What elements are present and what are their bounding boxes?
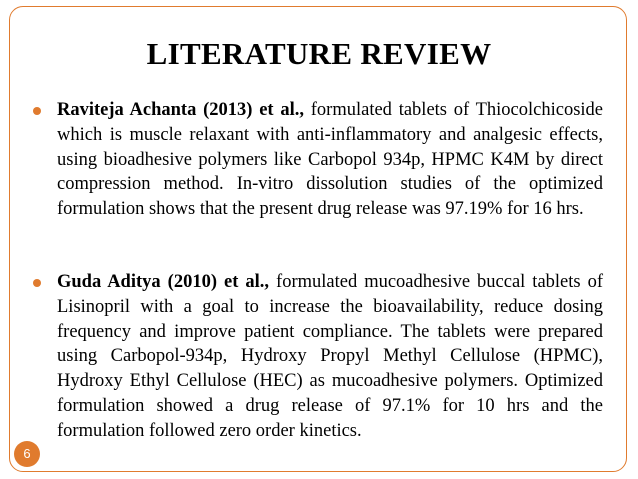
item-body: formulated mucoadhesive buccal tablets of Lisinopril with a goal to increase the bioavailability, reduce dosing frequency and improve patient compliance. The tablets were prepared using Carbopol-934p, Hydroxy Propyl Methyl Cellulose (HPMC), Hydroxy Ethyl Cellulose (HEC) as mucoadhesive polymers. Optimized formulation showed a drug release of 97.1% for 10 hrs and the formulation followed zero order kinetics.: [57, 272, 604, 441]
literature-item: [31, 98, 603, 222]
literature-item: [31, 270, 603, 444]
slide-title: LITERATURE REVIEW: [146, 36, 492, 71]
item-author: Guda Aditya (2010) et al.,: [57, 272, 270, 292]
item-text: [57, 270, 603, 444]
bullet-icon: [33, 279, 41, 287]
item-author: Raviteja Achanta (2013) et al.,: [57, 100, 304, 120]
slide-number-badge: 6: [14, 441, 40, 467]
item-text: [57, 98, 603, 222]
item-body: formulated tablets of Thiocolchicoside which is muscle relaxant with anti-inflammatory and analgesic effects, using bioadhesive polymers like Carbopol 934p, HPMC K4M by direct compression method. In-vitro dissolution studies of the optimized formulation shows that the present drug release was 97.19% for 16 hrs.: [57, 100, 604, 220]
bullet-icon: [33, 107, 41, 115]
